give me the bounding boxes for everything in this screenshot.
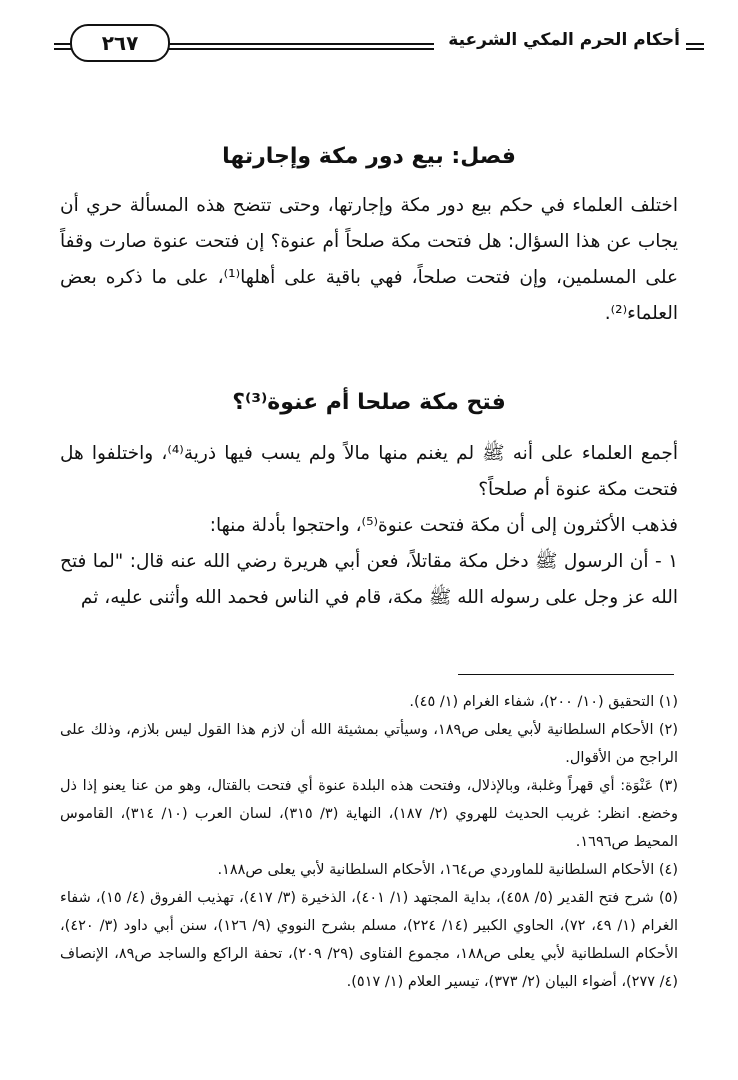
header-rule [162,43,434,50]
paragraph: ١ - أن الرسول ﷺ دخل مكة مقاتلاً، فعن أبي هريرة رضي الله عنه قال: "لما فتح الله عز وجل على رسوله الله ﷺ مكة، قام في الناس فحمد الله وأثنى عليه، ثم [60,551,678,608]
footnote: (٥) شرح فتح القدير (٥/ ٤٥٨)، بداية المجتهد (١/ ٤٠١)، الذخيرة (٣/ ٤١٧)، تهذيب الفروق (٤/ ١٥)، شفاء الغرام (١/ ٤٩، ٧٢)، الحاوي الكبير (١٤/ ٢٢٤)، مسلم بشرح النووي (٩/ ١٢٦)، سنن أبي داود (٣/ ٤٢٠)، الأحكام السلطانية لأبي يعلى ص١٨٨، مجموع الفتاوى (٢٩/ ٢٠٩)، تحفة الراكع والساجد ص٨٩، الإنصاف (٤/ ٢٧٧)، أضواء البيان (٢/ ٣٧٣)، تيسير العلام (١/ ٥١٧). [60,890,679,990]
running-header [62,24,704,64]
paragraph: أجمع العلماء على أنه ﷺ لم يغنم منها مالاً ولم يسب فيها ذرية⁽⁴⁾، واختلفوا هل فتحت مكة عنوة أم صلحاً؟ [60,443,678,500]
section-1-body [60,188,678,332]
section-heading-2: فتح مكة صلحا أم عنوة⁽³⁾؟ [232,390,506,415]
section-heading-text: بيع دور مكة وإجارتها [222,144,452,169]
page-number: ٢٦٧ [70,24,170,62]
section-heading-1 [60,144,678,169]
section-2-body [60,436,678,616]
footnote: (٤) الأحكام السلطانية للماوردي ص١٦٤، الأحكام السلطانية لأبي يعلى ص١٨٨. [217,862,678,878]
section-1 [60,144,678,169]
section-heading-prefix: فصل: [451,144,516,169]
header-rule-left [54,43,72,50]
running-header-title: أحكام الحرم المكي الشرعية [448,30,704,50]
section-2 [60,390,678,415]
footnote: (٢) الأحكام السلطانية لأبي يعلى ص١٨٩، وسيأتي بمشيئة الله أن لازم هذا القول ليس بلازم، وذلك على الراجح من الأقوال. [60,722,678,766]
paragraph: فذهب الأكثرون إلى أن مكة فتحت عنوة⁽⁵⁾، واحتجوا بأدلة منها: [209,515,678,536]
footnote-separator [458,674,674,675]
footnote: (١) التحقيق (١٠/ ٢٠٠)، شفاء الغرام (١/ ٤٥). [409,694,678,710]
paragraph: اختلف العلماء في حكم بيع دور مكة وإجارتها، وحتى تتضح هذه المسألة حري أن يجاب عن هذا السؤال: هل فتحت مكة صلحاً أم عنوة؟ إن فتحت عنوة صارت وقفاً على المسلمين، وإن فتحت صلحاً، فهي باقية على أهلها⁽¹⁾، على ما ذكره بعض العلماء⁽²⁾. [60,195,678,324]
footnote: (٣) عَنْوَة: أي قهراً وغلبة، وبالإذلال، وفتحت هذه البلدة عنوة أي فتحت بالقتال، وهو من عنا يعنو إذا ذل وخضع. انظر: غريب الحديث للهروي (٢/ ١٨٧)، النهاية (٣/ ٣١٥)، لسان العرب (١٠/ ٣١٤)، القاموس المحيط ص١٦٩٦. [60,778,679,850]
footnotes [60,688,678,996]
